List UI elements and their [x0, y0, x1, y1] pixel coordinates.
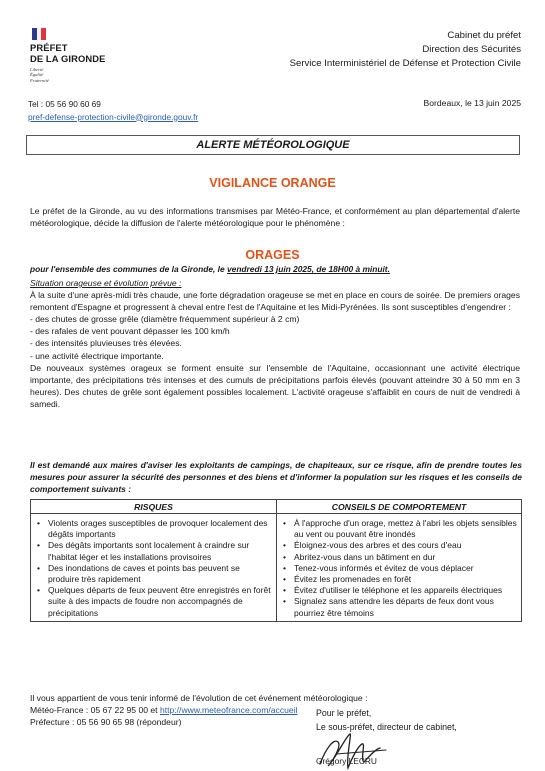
list-item: • Abritez-vous dans un bâtiment en dur [283, 552, 517, 563]
sender-line-2: Direction des Sécurités [422, 44, 521, 55]
meteo-phone: Météo-France : 05 67 22 95 00 et [30, 705, 160, 716]
situation-title: Situation orageuse et évolution prévue : [30, 278, 182, 288]
motto-liberte: Liberté [30, 67, 44, 72]
hazard-rain: - des intensités pluvieuses très élevées. [30, 338, 182, 349]
alert-title-box [26, 135, 520, 155]
phone-number: Tel : 05 56 90 60 69 [28, 99, 101, 109]
risks-cell [31, 514, 277, 622]
document-date: Bordeaux, le 13 juin 2025 [423, 98, 521, 108]
risks-header: RISQUES [31, 500, 277, 514]
scope-period: vendredi 13 juin 2025, de 18H00 à minuit. [227, 264, 390, 274]
list-item: • Signalez sans attendre les départs de feux dont vous pourriez être témoins [283, 596, 517, 618]
list-item: • Évitez d'utiliser le téléphone et les appareils électriques [283, 585, 517, 596]
contact-block [28, 98, 198, 123]
sender-line-1: Cabinet du préfet [447, 30, 521, 41]
vigilance-title: VIGILANCE ORANGE [209, 176, 336, 190]
footer-info-line: Il vous appartient de vous tenir informé de l'évolution de cet événement météorologique : [30, 693, 368, 703]
list-item: • Évitez les promenades en forêt [283, 574, 517, 585]
email-link[interactable]: pref-defense-protection-civile@gironde.gouv.fr [28, 111, 199, 122]
scope-line [30, 264, 520, 274]
list-item: • Des inondations de caves et points bas peuvent se produire très rapidement [37, 563, 272, 585]
prefecture-logo [30, 28, 140, 83]
list-item: • Quelques départs de feux peuvent être enregistrés en forêt suite à des impacts de foudre non accompagnés de précipitations [37, 585, 272, 619]
table-header-row [31, 500, 522, 514]
risks-list [37, 518, 272, 619]
advice-header: CONSEILS DE COMPORTEMENT [277, 500, 522, 514]
risks-advice-table [30, 499, 522, 622]
advice-cell [277, 514, 522, 622]
logo-line-2: DE LA GIRONDE [30, 52, 106, 64]
scope-prefix: pour l'ensemble des communes de la Gironde, le [30, 264, 227, 274]
table-row [31, 514, 522, 622]
advice-list [283, 518, 517, 619]
situation-paragraph-1: À la suite d'une après-midi très chaude, une forte dégradation orageuse se met en place en cours de soirée. De premiers orages remontent d'Espagne et progressent à cheval entre l'est de l'Aquitaine et les Midi-Pyrénées. Ils sont susceptibles d'engendrer : [30, 290, 520, 313]
republic-motto [30, 67, 140, 83]
meteofrance-link[interactable]: http://www.meteofrance.com/accueil [159, 705, 298, 716]
list-item: • À l'approche d'un orage, mettez à l'abri les objets sensibles au vent ou pouvant être inondés [283, 518, 517, 540]
hazard-lightning: - une activité électrique importante. [30, 350, 164, 361]
hazard-hail: - des chutes de grosse grêle (diamètre fréquemment supérieur à 2 cm) [30, 314, 300, 325]
sender-line-3: Service Interministériel de Défense et Protection Civile [289, 58, 521, 69]
signatory-name: Grégory LECRU [316, 756, 377, 766]
list-item: • Des dégâts importants sont localement à craindre sur l'habitat léger et les installations provisoires [37, 540, 272, 562]
mayors-request: Il est demandé aux maires d'aviser les exploitants de campings, de chapiteaux, sur ce risque, afin de prendre toutes les mesures pour assurer la sécurité des personnes et des biens et d'informer la population sur les risques et les conseils de comportement suivants : [30, 460, 522, 495]
signature-line-2: Le sous-préfet, directeur de cabinet, [316, 722, 457, 732]
list-item: • Tenez-vous informés et évitez de vous déplacer [283, 563, 517, 574]
list-item: • Violents orages susceptibles de provoquer localement des dégâts importants [37, 518, 272, 540]
hazard-wind: - des rafales de vent pouvant dépasser les 100 km/h [30, 326, 230, 337]
situation-paragraph-2: De nouveaux systèmes orageux se forment ensuite sur l'ensemble de l'Aquitaine, occasionnant une activité électrique importante, des précipitations très intenses et des cumuls de précipitations parfois élevés (pouvant atteindre 30 à 50 mm en 3 heures). Des chutes de grêle sont également possibles localement. L'activité orageuse s'affaiblit en cours de nuit de vendredi à samedi. [30, 362, 520, 409]
french-flag-icon [32, 28, 46, 40]
prefecture-phone: Préfecture : 05 56 90 65 98 (répondeur) [30, 717, 182, 728]
alert-title: ALERTE MÉTÉOROLOGIQUE [196, 139, 350, 151]
logo-name [30, 43, 140, 64]
sender-block [290, 29, 521, 71]
phenomenon-title: ORAGES [245, 248, 300, 262]
handwritten-signature [316, 728, 396, 771]
motto-fraternite: Fraternité [30, 77, 49, 83]
intro-paragraph: Le préfet de la Gironde, au vu des informations transmises par Météo-France, et conformément au plan départemental d'alerte météorologique, décide la diffusion de l'alerte météorologique pour le phénomène : [30, 206, 520, 229]
list-item: • Éloignez-vous des arbres et des cours d'eau [283, 540, 517, 551]
signature-line-1: Pour le préfet, [316, 708, 372, 718]
logo-line-1: PRÉFET [30, 42, 68, 53]
situation-section [30, 277, 520, 410]
motto-egalite: Égalité [30, 72, 44, 78]
